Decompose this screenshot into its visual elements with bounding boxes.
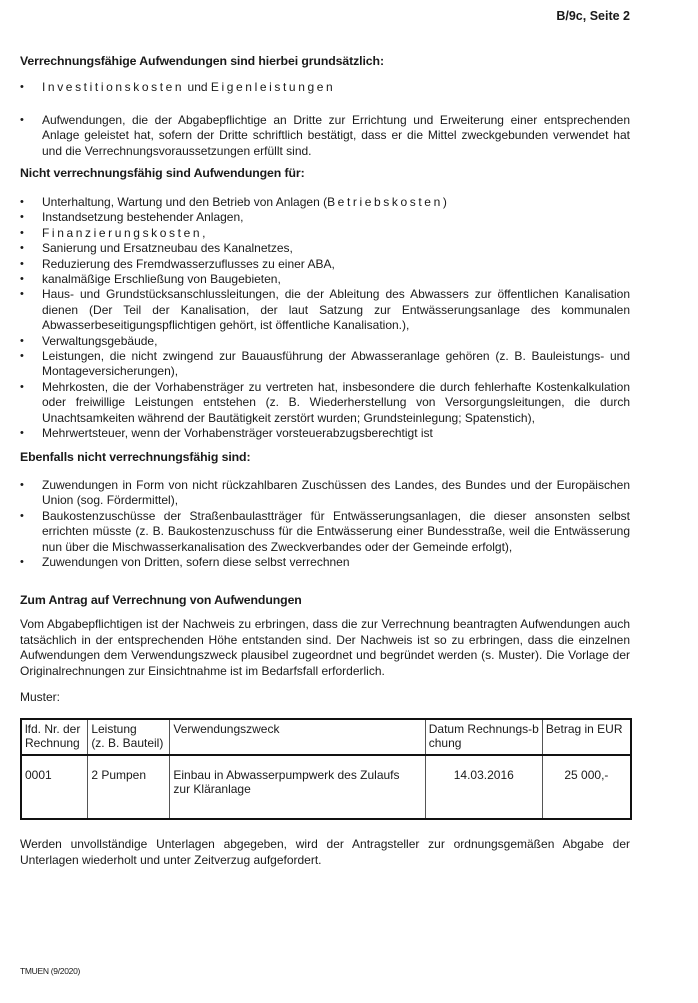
header-line: (z. B. Bauteil) bbox=[91, 736, 164, 750]
page-reference: B/9c, Seite 2 bbox=[556, 9, 630, 23]
list-item bbox=[20, 349, 630, 380]
footer-form-id: TMUEN (9/2020) bbox=[20, 966, 81, 976]
section-heading-ebenfalls: Ebenfalls nicht verrechnungsfähig sind: bbox=[20, 450, 251, 464]
list-item bbox=[20, 210, 630, 225]
table-row bbox=[21, 755, 631, 819]
list-item bbox=[20, 80, 630, 95]
list-item-text: Sanierung und Ersatzneubau des Kanalnetzes, bbox=[42, 241, 293, 256]
list-item bbox=[20, 241, 630, 256]
header-line: Leistung bbox=[91, 722, 137, 736]
header-line: lfd. Nr. der bbox=[25, 722, 81, 736]
cell-datum: 14.03.2016 bbox=[425, 755, 542, 819]
closing-paragraph: Werden unvollständige Unterlagen abgegeben, wird der Antragsteller zur ordnungsgemäßen Abgabe der Unterlagen wiederholt und unter Zeitverzug aufgefordert. bbox=[20, 837, 630, 867]
bullet-icon: • bbox=[20, 196, 24, 208]
list-item-text: Zuwendungen in Form von nicht rückzahlbaren Zuschüssen des Landes, des Bundes und der Europäischen Union (sog. Fördermittel), bbox=[42, 478, 630, 508]
list-item-text: Baukostenzuschüsse der Straßenbaulastträger für Entwässerungsanlagen, die dieser ansonsten selbst errichten müsste (z. B. Baukostenzuschuss für die Entwässerung einer Bundesstraße, weil die Entwässerung nun über die Mischwasserkanalisation des Zweckverbandes oder der Gemeinde erfolgt), bbox=[42, 508, 630, 554]
bullet-icon: • bbox=[20, 273, 24, 286]
list-item-text-after: , bbox=[202, 225, 206, 240]
section-heading-antrag: Zum Antrag auf Verrechnung von Aufwendungen bbox=[20, 593, 302, 607]
cell-line: Einbau in Abwasserpumpwerk des Zulaufs bbox=[173, 768, 400, 782]
column-header-nr bbox=[21, 719, 88, 755]
muster-label: Muster: bbox=[20, 690, 61, 704]
section-heading-nicht-verrechnungsfaehig: Nicht verrechnungsfähig sind Aufwendungen für: bbox=[20, 166, 305, 180]
column-header-verwendungszweck bbox=[170, 719, 425, 755]
list-item bbox=[20, 334, 630, 349]
column-header-leistung bbox=[88, 719, 170, 755]
cell-nr: 0001 bbox=[21, 755, 88, 819]
spaced-term: Finanzierungskosten bbox=[42, 225, 203, 240]
list-item-text: kanalmäßige Erschließung von Baugebieten, bbox=[42, 272, 281, 287]
cell-leistung: 2 Pumpen bbox=[88, 755, 170, 819]
spaced-term: Eigenleistungen bbox=[210, 80, 336, 94]
list-item bbox=[20, 195, 630, 210]
bullet-icon: • bbox=[20, 427, 24, 440]
list-item-text: Unterhaltung, Wartung und den Betrieb von Anlagen ( bbox=[42, 195, 328, 209]
list-item-text-after: ) bbox=[442, 195, 447, 209]
bullet-icon: • bbox=[20, 242, 24, 255]
column-header-betrag bbox=[542, 719, 631, 755]
list-item bbox=[20, 226, 630, 241]
cell-line: zur Kläranlage bbox=[173, 782, 251, 796]
bullet-icon: • bbox=[20, 211, 24, 224]
list-item bbox=[20, 113, 630, 159]
bullet-icon: • bbox=[20, 380, 24, 393]
header-line: Betrag in EUR bbox=[545, 722, 623, 736]
list-item-text: Instandsetzung bestehender Anlagen, bbox=[42, 210, 244, 225]
muster-table bbox=[20, 718, 632, 820]
table-header-row bbox=[21, 719, 631, 755]
bullet-icon: • bbox=[20, 334, 24, 347]
antrag-paragraph: Vom Abgabepflichtigen ist der Nachweis zu erbringen, dass die zur Verrechnung beantragten Aufwendungen auch tatsächlich in der entsprechenden Höhe entstanden sind. Der Nachweis ist so zu erbringen, dass die einzelnen Aufwendungen dem Verwendungszweck plausibel zugeordnet und begründet werden (s. Muster). Die Vorlage der Originalrechnungen zur Einsichtnahme ist im Bedarfsfall erforderlich. bbox=[20, 617, 630, 678]
list-item-text: Reduzierung des Fremdwasserzuflusses zu einer ABA, bbox=[42, 256, 335, 271]
list-item-text: Aufwendungen, die der Abgabepflichtige an Dritte zur Errichtung und Erweiterung einer entsprechenden Anlage geleistet hat, sofern der Dritte schriftlich bestätigt, dass er die Mittel zweckgebunden verwendet hat und die Verrechnungsvoraussetzungen erfüllt sind. bbox=[42, 113, 630, 158]
list-item bbox=[20, 555, 630, 570]
bullet-icon: • bbox=[20, 350, 24, 363]
list-item bbox=[20, 380, 630, 426]
bullet-icon: • bbox=[20, 114, 24, 126]
list-item bbox=[20, 509, 630, 555]
header-line: Rechnung bbox=[25, 736, 80, 750]
header-line: Datum Rechnungs-b bbox=[428, 722, 539, 736]
list-verrechnungsfaehig-2 bbox=[20, 113, 630, 159]
list-item-text: Leistungen, die nicht zwingend zur Bauausführung der Abwasseranlage gehören (z. B. Bauleistungs- und Montageversicherungen), bbox=[42, 349, 630, 379]
section-heading-verrechnungsfaehig: Verrechnungsfähige Aufwendungen sind hierbei grundsätzlich: bbox=[20, 54, 384, 68]
bullet-icon: • bbox=[20, 81, 24, 93]
list-item bbox=[20, 426, 630, 441]
list-verrechnungsfaehig bbox=[20, 80, 630, 95]
list-item-text: Mehrkosten, die der Vorhabensträger zu vertreten hat, insbesondere die durch fehlerhafte Kostenkalkulation oder freiwillige Leistungen entstehen (z. B. Wiederherstellung von Versorgungsleitungen, die durch Unachtsamkeiten während der Bautätigkeit zerstört wurden; Grundsteinlegung; Spatenstich), bbox=[42, 379, 630, 425]
list-item-text: Verwaltungsgebäude, bbox=[42, 333, 158, 348]
connector-text: und bbox=[184, 80, 211, 94]
bullet-icon: • bbox=[20, 226, 24, 239]
bullet-icon: • bbox=[20, 509, 24, 522]
bullet-icon: • bbox=[20, 257, 24, 270]
list-nicht-verrechnungsfaehig bbox=[20, 195, 630, 442]
spaced-term: Investitionskosten bbox=[42, 80, 185, 94]
list-item-text: Mehrwertsteuer, wenn der Vorhabensträger vorsteuerabzugsberechtigt ist bbox=[42, 426, 433, 441]
spaced-term: Betriebskosten bbox=[327, 195, 443, 209]
list-item bbox=[20, 287, 630, 333]
column-header-datum bbox=[425, 719, 542, 755]
bullet-icon: • bbox=[20, 288, 24, 301]
cell-verwendungszweck bbox=[170, 755, 425, 819]
header-line: chung bbox=[428, 736, 462, 750]
list-item-text: Haus- und Grundstücksanschlussleitungen, die der Ableitung des Abwassers zur öffentlichen Kanalisation dienen (Der Teil der Kanalisation, der laut Satzung zur Entwässerungsanlage des kommunalen Abwasserbeseitigungspflichtigen gehört, ist öffentliche Kanalisation.), bbox=[42, 287, 630, 333]
list-ebenfalls-nicht bbox=[20, 478, 630, 570]
header-line: Verwendungszweck bbox=[173, 722, 280, 736]
bullet-icon: • bbox=[20, 479, 24, 491]
list-item bbox=[20, 272, 630, 287]
list-item bbox=[20, 478, 630, 509]
list-item-text: Zuwendungen von Dritten, sofern diese selbst verrechnen bbox=[42, 555, 350, 570]
list-item bbox=[20, 257, 630, 272]
bullet-icon: • bbox=[20, 556, 24, 569]
cell-betrag: 25 000,- bbox=[542, 755, 631, 819]
